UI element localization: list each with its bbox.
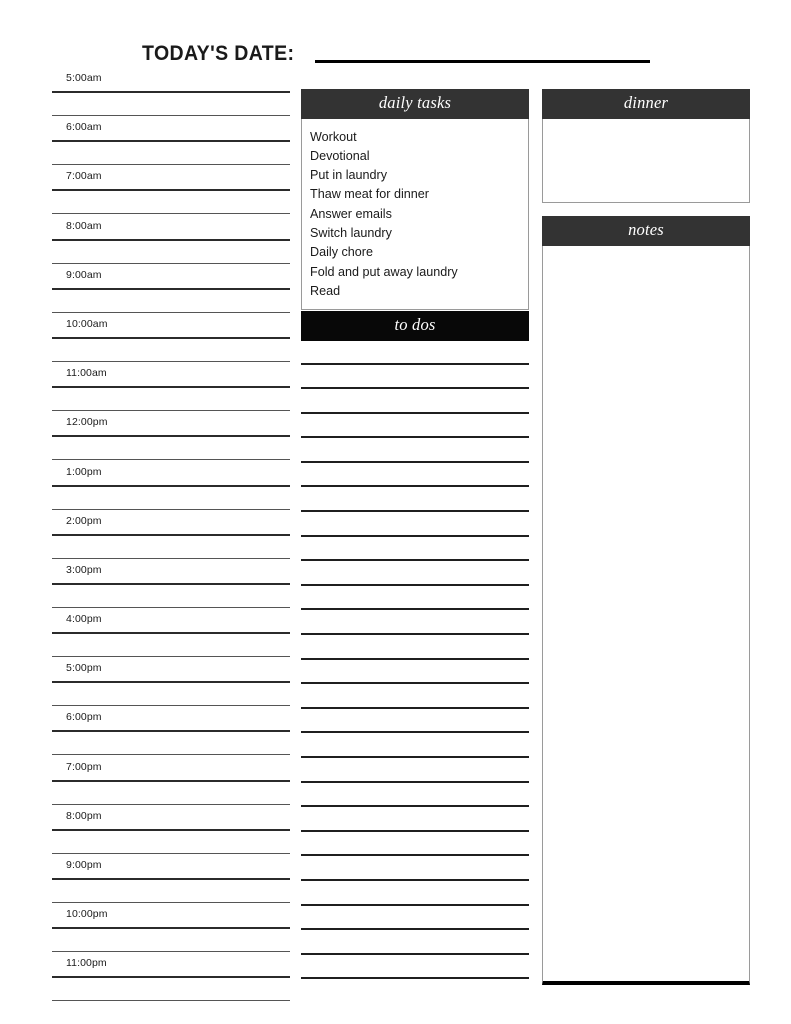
- schedule-half-hour-rule: [52, 213, 290, 214]
- todo-line[interactable]: [301, 559, 529, 561]
- dinner-write-in-area[interactable]: [542, 119, 750, 203]
- todo-line[interactable]: [301, 756, 529, 758]
- todo-line[interactable]: [301, 879, 529, 881]
- schedule-hour-block[interactable]: [52, 660, 290, 709]
- todo-line[interactable]: [301, 633, 529, 635]
- schedule-half-hour-rule: [52, 509, 290, 510]
- schedule-hour-label: 5:00am: [66, 72, 102, 84]
- schedule-hour-block[interactable]: [52, 513, 290, 562]
- schedule-half-hour-rule: [52, 607, 290, 608]
- dinner-header: dinner: [542, 89, 750, 119]
- todo-line[interactable]: [301, 805, 529, 807]
- todo-line[interactable]: [301, 461, 529, 463]
- daily-task-item[interactable]: Answer emails: [310, 206, 392, 221]
- daily-task-item[interactable]: Read: [310, 283, 341, 298]
- schedule-hour-block[interactable]: [52, 464, 290, 513]
- schedule-hour-label: 8:00am: [66, 219, 102, 232]
- schedule-hour-label: 11:00pm: [66, 957, 107, 970]
- schedule-hour-block[interactable]: [52, 267, 290, 316]
- todos-header: to dos: [301, 311, 529, 341]
- daily-task-item[interactable]: Workout: [310, 129, 357, 144]
- todo-line[interactable]: [301, 707, 529, 709]
- todos-line-list: [301, 363, 529, 980]
- schedule-half-hour-rule: [52, 558, 290, 559]
- schedule-hour-block[interactable]: [52, 168, 290, 217]
- schedule-hour-label: 2:00pm: [66, 514, 102, 527]
- schedule-hour-rule: [52, 976, 290, 978]
- schedule-half-hour-rule: [52, 656, 290, 657]
- schedule-hour-rule: [52, 435, 290, 437]
- todo-line[interactable]: [301, 781, 529, 783]
- schedule-half-hour-rule: [52, 312, 290, 313]
- schedule-half-hour-rule: [52, 951, 290, 952]
- todo-line[interactable]: [301, 436, 529, 438]
- schedule-hour-rule: [52, 337, 290, 339]
- todo-line[interactable]: [301, 953, 529, 955]
- schedule-half-hour-rule: [52, 164, 290, 165]
- schedule-hour-rule: [52, 91, 290, 93]
- schedule-hour-block[interactable]: [52, 119, 290, 168]
- schedule-hour-rule: [52, 386, 290, 388]
- hourly-schedule-column: [52, 70, 290, 1005]
- schedule-half-hour-rule: [52, 902, 290, 903]
- schedule-half-hour-rule: [52, 263, 290, 264]
- schedule-half-hour-rule: [52, 705, 290, 706]
- schedule-hour-rule: [52, 730, 290, 732]
- todo-line[interactable]: [301, 854, 529, 856]
- schedule-hour-label: 11:00am: [66, 367, 107, 380]
- schedule-half-hour-rule: [52, 410, 290, 411]
- schedule-hour-rule: [52, 829, 290, 831]
- todo-line[interactable]: [301, 658, 529, 660]
- todo-line[interactable]: [301, 584, 529, 586]
- todo-line[interactable]: [301, 977, 529, 979]
- schedule-hour-label: 6:00am: [66, 121, 102, 134]
- schedule-hour-label: 10:00pm: [66, 908, 108, 921]
- date-write-in-line[interactable]: [315, 60, 649, 63]
- schedule-half-hour-rule: [52, 361, 290, 362]
- schedule-hour-label: 12:00pm: [66, 416, 108, 429]
- page-title: TODAY'S DATE:: [141, 42, 294, 65]
- schedule-hour-rule: [52, 583, 290, 585]
- daily-task-item[interactable]: Switch laundry: [310, 225, 392, 240]
- schedule-hour-label: 5:00pm: [66, 662, 102, 675]
- dinner-panel: [542, 89, 750, 203]
- daily-task-item[interactable]: Put in laundry: [310, 168, 388, 183]
- schedule-hour-rule: [52, 288, 290, 290]
- schedule-hour-block[interactable]: [52, 414, 290, 463]
- schedule-hour-label: 9:00am: [66, 268, 102, 281]
- todo-line[interactable]: [301, 731, 529, 733]
- schedule-half-hour-rule: [52, 115, 290, 116]
- schedule-half-hour-rule: [52, 853, 290, 854]
- schedule-hour-label: 9:00pm: [66, 859, 102, 871]
- schedule-half-hour-rule: [52, 1000, 290, 1001]
- schedule-half-hour-rule: [52, 459, 290, 460]
- todo-line[interactable]: [301, 682, 529, 684]
- notes-header: notes: [542, 216, 750, 246]
- schedule-hour-rule: [52, 780, 290, 782]
- daily-task-item[interactable]: Devotional: [310, 148, 370, 163]
- daily-task-item[interactable]: Daily chore: [310, 245, 373, 260]
- todo-line[interactable]: [301, 928, 529, 930]
- todos-panel: [301, 311, 529, 1002]
- schedule-hour-label: 6:00pm: [66, 711, 102, 724]
- schedule-hour-block[interactable]: [52, 611, 290, 660]
- notes-panel: [542, 216, 750, 985]
- todo-line[interactable]: [301, 387, 529, 389]
- schedule-hour-label: 1:00pm: [66, 465, 102, 478]
- schedule-half-hour-rule: [52, 754, 290, 755]
- schedule-hour-block[interactable]: [52, 906, 290, 955]
- schedule-hour-block[interactable]: [52, 316, 290, 365]
- schedule-hour-label: 7:00pm: [66, 760, 102, 773]
- schedule-hour-rule: [52, 485, 290, 487]
- daily-tasks-header: daily tasks: [301, 89, 529, 119]
- schedule-half-hour-rule: [52, 804, 290, 805]
- daily-tasks-list: [302, 119, 528, 310]
- schedule-hour-label: 4:00pm: [66, 613, 102, 626]
- daily-tasks-panel: [301, 89, 529, 310]
- schedule-hour-block[interactable]: [52, 709, 290, 758]
- todo-line[interactable]: [301, 412, 529, 414]
- schedule-hour-label: 8:00pm: [66, 809, 102, 822]
- schedule-hour-block[interactable]: [52, 759, 290, 808]
- schedule-hour-rule: [52, 878, 290, 880]
- schedule-hour-rule: [52, 681, 290, 683]
- date-field-group: [142, 43, 650, 66]
- schedule-hour-block[interactable]: [52, 218, 290, 267]
- page-header: [0, 36, 791, 66]
- daily-task-item[interactable]: Fold and put away laundry: [310, 264, 458, 279]
- schedule-hour-rule: [52, 632, 290, 634]
- schedule-hour-block[interactable]: [52, 562, 290, 611]
- schedule-hour-block[interactable]: [52, 70, 290, 119]
- todo-line[interactable]: [301, 608, 529, 610]
- schedule-hour-label: 10:00am: [66, 317, 108, 330]
- schedule-hour-rule: [52, 534, 290, 536]
- todo-line[interactable]: [301, 363, 529, 365]
- schedule-hour-label: 7:00am: [66, 170, 102, 183]
- schedule-hour-rule: [52, 239, 290, 241]
- daily-task-item[interactable]: Thaw meat for dinner: [310, 187, 429, 202]
- schedule-hour-rule: [52, 189, 290, 191]
- notes-write-in-area[interactable]: [542, 246, 750, 985]
- schedule-hour-rule: [52, 927, 290, 929]
- todo-line[interactable]: [301, 535, 529, 537]
- daily-tasks-body: [301, 119, 529, 311]
- schedule-hour-block[interactable]: [52, 808, 290, 857]
- todo-line[interactable]: [301, 510, 529, 512]
- todo-line[interactable]: [301, 830, 529, 832]
- schedule-hour-block[interactable]: [52, 857, 290, 906]
- todo-line[interactable]: [301, 904, 529, 906]
- schedule-hour-rule: [52, 140, 290, 142]
- schedule-hour-label: 3:00pm: [66, 563, 102, 576]
- schedule-hour-block[interactable]: [52, 955, 290, 1004]
- todo-line[interactable]: [301, 485, 529, 487]
- schedule-hour-block[interactable]: [52, 365, 290, 414]
